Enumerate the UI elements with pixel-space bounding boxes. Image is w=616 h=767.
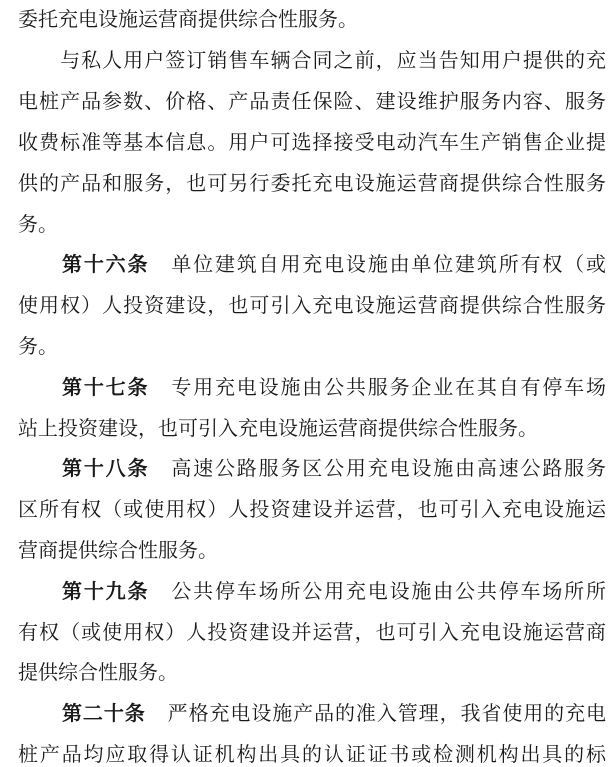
text-line [18, 292, 606, 318]
article-number: 第十六条 [62, 252, 150, 276]
text-line [18, 170, 606, 196]
line-text: 电桩产品参数、价格、产品责任保险、建设维护服务内容、服务 [18, 89, 606, 113]
text-line [18, 415, 606, 441]
text-line [18, 88, 606, 114]
line-text: 与私人用户签订销售车辆合同之前，应当告知用户提供的充 [18, 48, 606, 72]
text-line [18, 455, 606, 481]
text-line [18, 333, 606, 359]
line-text: 公共停车场所公用充电设施由公共停车场所所 [171, 579, 606, 603]
text-line [18, 659, 606, 685]
text-line [18, 741, 606, 767]
text-line [18, 578, 606, 604]
text-line [18, 251, 606, 277]
article-number: 第十九条 [62, 579, 150, 603]
line-text: 收费标准等基本信息。用户可选择接受电动汽车生产销售企业提 [18, 130, 606, 154]
line-text: 营商提供综合性服务。 [18, 538, 218, 562]
text-line [18, 47, 606, 73]
line-text: 专用充电设施由公共服务企业在其自有停车场 [171, 375, 606, 399]
article-number: 第二十条 [62, 701, 146, 725]
text-line [18, 496, 606, 522]
article-number: 第十七条 [62, 375, 150, 399]
text-line [18, 211, 606, 237]
line-text: 使用权）人投资建设，也可引入充电设施运营商提供综合性服务 [18, 293, 606, 317]
text-line [18, 129, 606, 155]
line-text: 委托充电设施运营商提供综合性服务。 [18, 7, 358, 31]
text-line [18, 374, 606, 400]
line-text: 高速公路服务区公用充电设施由高速公路服务 [171, 456, 606, 480]
article-number: 第十八条 [62, 456, 150, 480]
line-text: 务。 [18, 212, 58, 236]
line-text: 桩产品均应取得认证机构出具的认证证书或检测机构出具的标 [18, 742, 606, 766]
text-line [18, 619, 606, 645]
line-text: 务。 [18, 334, 58, 358]
line-text: 提供综合性服务。 [18, 660, 178, 684]
text-line [18, 700, 606, 726]
line-text: 供的产品和服务，也可另行委托充电设施运营商提供综合性服务 [18, 171, 606, 195]
line-text: 站上投资建设，也可引入充电设施运营商提供综合性服务。 [18, 416, 538, 440]
text-line [18, 537, 606, 563]
line-text: 单位建筑自用充电设施由单位建筑所有权（或 [171, 252, 606, 276]
line-text: 严格充电设施产品的准入管理，我省使用的充电 [167, 701, 606, 725]
line-text: 有权（或使用权）人投资建设并运营，也可引入充电设施运营商 [18, 620, 606, 644]
line-text: 区所有权（或使用权）人投资建设并运营，也可引入充电设施运 [18, 497, 606, 521]
text-line [18, 6, 606, 32]
